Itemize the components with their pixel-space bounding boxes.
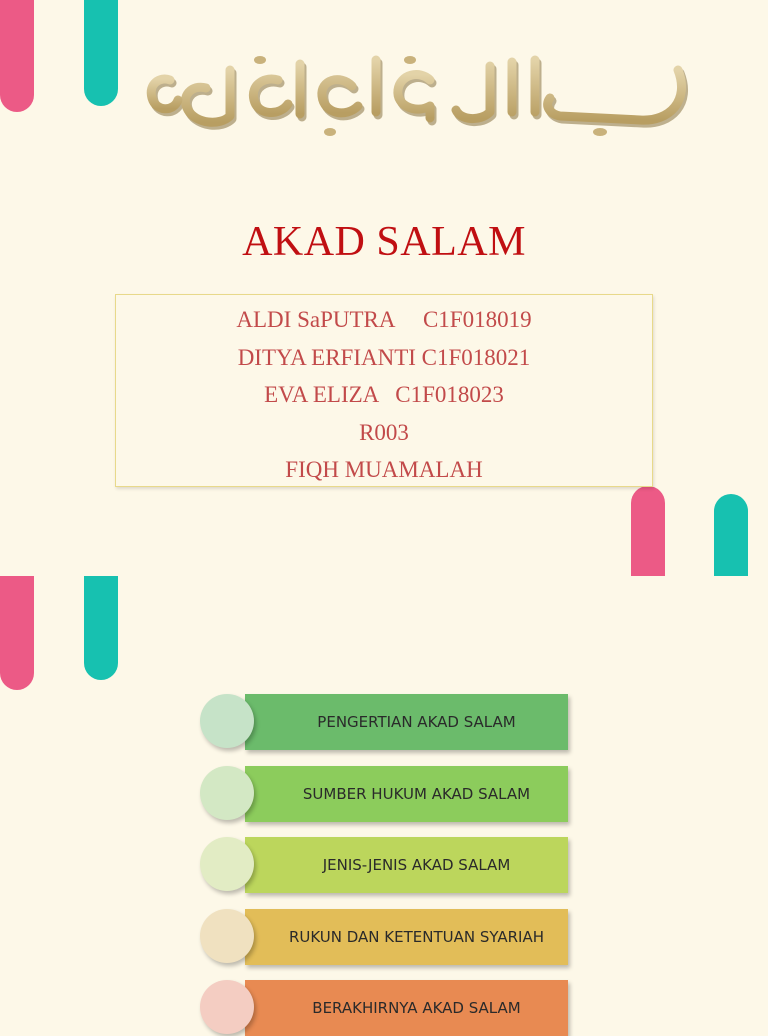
menu-item-circle bbox=[200, 909, 254, 963]
menu-item-sumber-hukum[interactable] bbox=[200, 766, 570, 822]
menu-item-circle bbox=[200, 980, 254, 1034]
decor-pill-teal-right bbox=[714, 494, 748, 576]
menu-item-label: SUMBER HUKUM AKAD SALAM bbox=[302, 785, 531, 803]
info-box bbox=[115, 294, 653, 487]
menu-item-circle bbox=[200, 837, 254, 891]
info-line-member-1: ALDI SaPUTRA C1F018019 bbox=[236, 307, 532, 332]
menu-item-bar[interactable] bbox=[245, 766, 568, 822]
menu-item-circle bbox=[200, 694, 254, 748]
menu-item-label: BERAKHIRNYA AKAD SALAM bbox=[312, 999, 521, 1017]
info-line-member-3: EVA ELIZA C1F018023 bbox=[264, 382, 504, 407]
menu-item-label: PENGERTIAN AKAD SALAM bbox=[317, 713, 516, 731]
basmala-calligraphy-icon bbox=[130, 40, 710, 150]
decor-pill-teal-top bbox=[84, 0, 118, 106]
info-line-course: FIQH MUAMALAH bbox=[285, 457, 483, 482]
menu-item-bar[interactable] bbox=[245, 837, 568, 893]
menu-item-label: JENIS-JENIS AKAD SALAM bbox=[322, 856, 511, 874]
menu-item-bar[interactable] bbox=[245, 694, 568, 750]
menu-item-jenis-jenis[interactable] bbox=[200, 837, 570, 893]
menu-item-berakhirnya[interactable] bbox=[200, 980, 570, 1036]
page-title: AKAD SALAM bbox=[242, 219, 526, 265]
info-line-class: R003 bbox=[359, 419, 409, 445]
decor-pill-teal-mid bbox=[84, 576, 118, 680]
decor-pill-pink-right bbox=[631, 486, 665, 576]
decor-pill-pink-top bbox=[0, 0, 34, 112]
decor-pill-pink-mid bbox=[0, 576, 34, 690]
menu-item-bar[interactable] bbox=[245, 980, 568, 1036]
menu-item-label: RUKUN DAN KETENTUAN SYARIAH bbox=[288, 928, 545, 946]
menu-item-pengertian[interactable] bbox=[200, 694, 570, 750]
menu-item-bar[interactable] bbox=[245, 909, 568, 965]
menu-item-rukun[interactable] bbox=[200, 909, 570, 965]
menu-item-circle bbox=[200, 766, 254, 820]
info-line-member-2: DITYA ERFIANTI C1F018021 bbox=[237, 344, 531, 370]
